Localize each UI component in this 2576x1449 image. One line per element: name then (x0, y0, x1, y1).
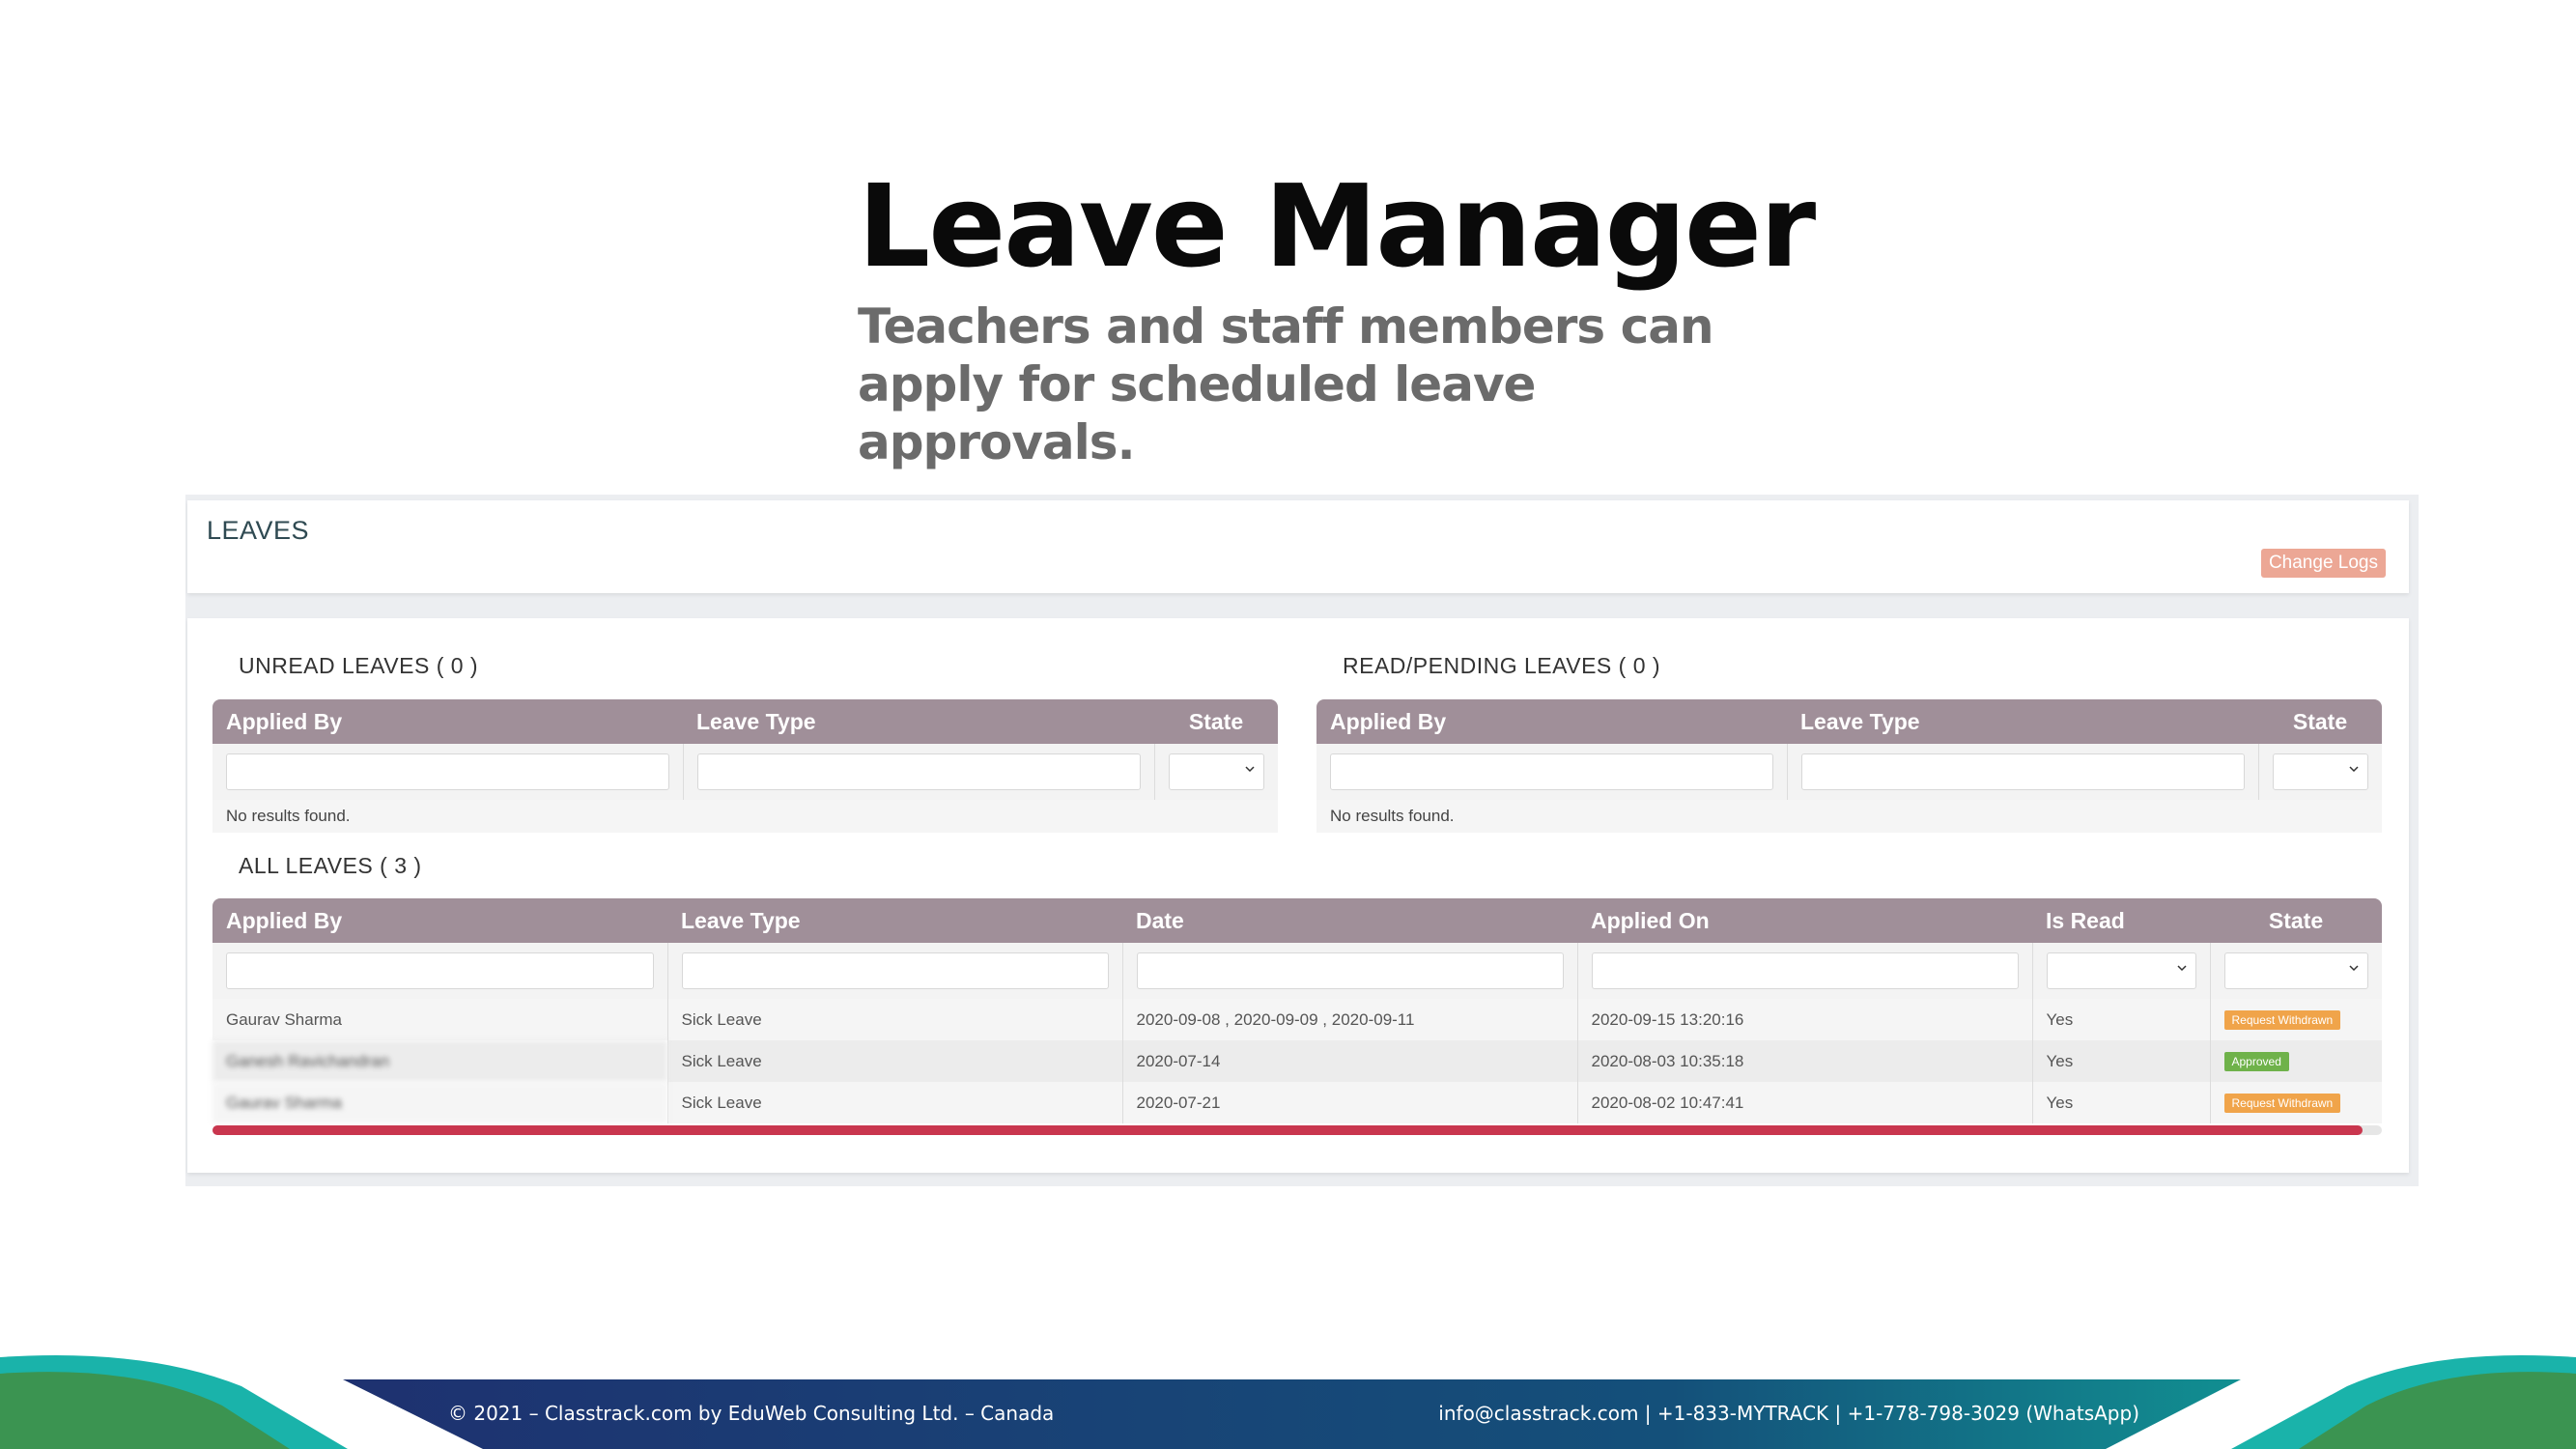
applied-by-cell: Gaurav Sharma (212, 1082, 667, 1123)
is-read-cell: Yes (2032, 1040, 2210, 1082)
all-leaves-table (212, 898, 2382, 1123)
chevron-down-icon (2348, 962, 2360, 974)
hero-title: Leave Manager (858, 159, 1815, 293)
leaves-title: LEAVES (207, 516, 310, 545)
leaves-header (187, 500, 2409, 593)
footer-copyright: © 2021 – Classtrack.com by EduWeb Consulting Ltd. – Canada (448, 1402, 1055, 1425)
pending-leaves-title: READ/PENDING LEAVES ( 0 ) (1343, 653, 1661, 678)
pending-leaves-table (1316, 699, 2382, 833)
all-leaves-title: ALL LEAVES ( 3 ) (239, 853, 422, 878)
applied-by-cell: Ganesh Ravichandran (212, 1040, 667, 1082)
leave-type-cell: Sick Leave (667, 1082, 1122, 1123)
filter-state-select[interactable] (2273, 753, 2369, 790)
chevron-down-icon (1244, 763, 1256, 775)
leave-type-cell: Sick Leave (667, 999, 1122, 1040)
footer-background (0, 1352, 2576, 1449)
chevron-down-icon (2348, 763, 2360, 775)
date-cell: 2020-07-14 (1122, 1040, 1577, 1082)
applied-by-cell: Gaurav Sharma (212, 999, 667, 1040)
col-leave-type[interactable]: Leave Type (667, 898, 1122, 943)
empty-message: No results found. (212, 800, 1278, 833)
table-row[interactable] (212, 1040, 2382, 1082)
col-applied-by[interactable]: Applied By (212, 898, 667, 943)
col-state[interactable]: State (2210, 898, 2382, 943)
col-applied-by[interactable]: Applied By (1316, 699, 1787, 744)
col-applied-by[interactable]: Applied By (212, 699, 683, 744)
status-badge: Request Withdrawn (2224, 1010, 2341, 1030)
col-date[interactable]: Date (1122, 898, 1577, 943)
col-leave-type[interactable]: Leave Type (683, 699, 1154, 744)
filter-date-input[interactable] (1137, 952, 1564, 989)
footer-contact[interactable]: info@classtrack.com | +1-833-MYTRACK | +1-778-798-3029 (WhatsApp) (1438, 1402, 2139, 1425)
filter-applied-by-input[interactable] (1330, 753, 1773, 790)
filter-leave-type-input[interactable] (1801, 753, 2245, 790)
applied-on-cell: 2020-08-03 10:35:18 (1577, 1040, 2032, 1082)
chevron-down-icon (2176, 962, 2188, 974)
applied-on-cell: 2020-08-02 10:47:41 (1577, 1082, 2032, 1123)
status-badge: Approved (2224, 1052, 2289, 1071)
state-cell (2210, 1082, 2382, 1123)
date-cell: 2020-07-21 (1122, 1082, 1577, 1123)
filter-is-read-select[interactable] (2047, 952, 2196, 989)
filter-applied-by-input[interactable] (226, 753, 669, 790)
change-logs-button[interactable]: Change Logs (2261, 549, 2386, 578)
hero (858, 159, 1824, 471)
is-read-cell: Yes (2032, 999, 2210, 1040)
col-state[interactable]: State (1154, 699, 1278, 744)
filter-state-select[interactable] (1169, 753, 1265, 790)
col-leave-type[interactable]: Leave Type (1787, 699, 2258, 744)
unread-leaves-title: UNREAD LEAVES ( 0 ) (239, 653, 479, 678)
footer (0, 1352, 2576, 1449)
status-badge: Request Withdrawn (2224, 1094, 2341, 1113)
state-cell (2210, 1040, 2382, 1082)
filter-state-select[interactable] (2224, 952, 2369, 989)
date-cell: 2020-09-08 , 2020-09-09 , 2020-09-11 (1122, 999, 1577, 1040)
state-cell (2210, 999, 2382, 1040)
is-read-cell: Yes (2032, 1082, 2210, 1123)
hero-subtitle: Teachers and staff members can apply for scheduled leave approvals. (858, 298, 1713, 470)
col-state[interactable]: State (2258, 699, 2382, 744)
filter-applied-on-input[interactable] (1592, 952, 2019, 989)
scrollbar-thumb[interactable] (212, 1125, 2363, 1135)
filter-applied-by-input[interactable] (226, 952, 654, 989)
applied-on-cell: 2020-09-15 13:20:16 (1577, 999, 2032, 1040)
unread-leaves-table (212, 699, 1278, 833)
col-applied-on[interactable]: Applied On (1577, 898, 2032, 943)
table-row[interactable] (212, 1082, 2382, 1123)
col-is-read[interactable]: Is Read (2032, 898, 2210, 943)
leave-type-cell: Sick Leave (667, 1040, 1122, 1082)
filter-leave-type-input[interactable] (697, 753, 1141, 790)
filter-leave-type-input[interactable] (682, 952, 1109, 989)
horizontal-scrollbar[interactable] (212, 1125, 2382, 1135)
table-row[interactable] (212, 999, 2382, 1040)
empty-message: No results found. (1316, 800, 2382, 833)
